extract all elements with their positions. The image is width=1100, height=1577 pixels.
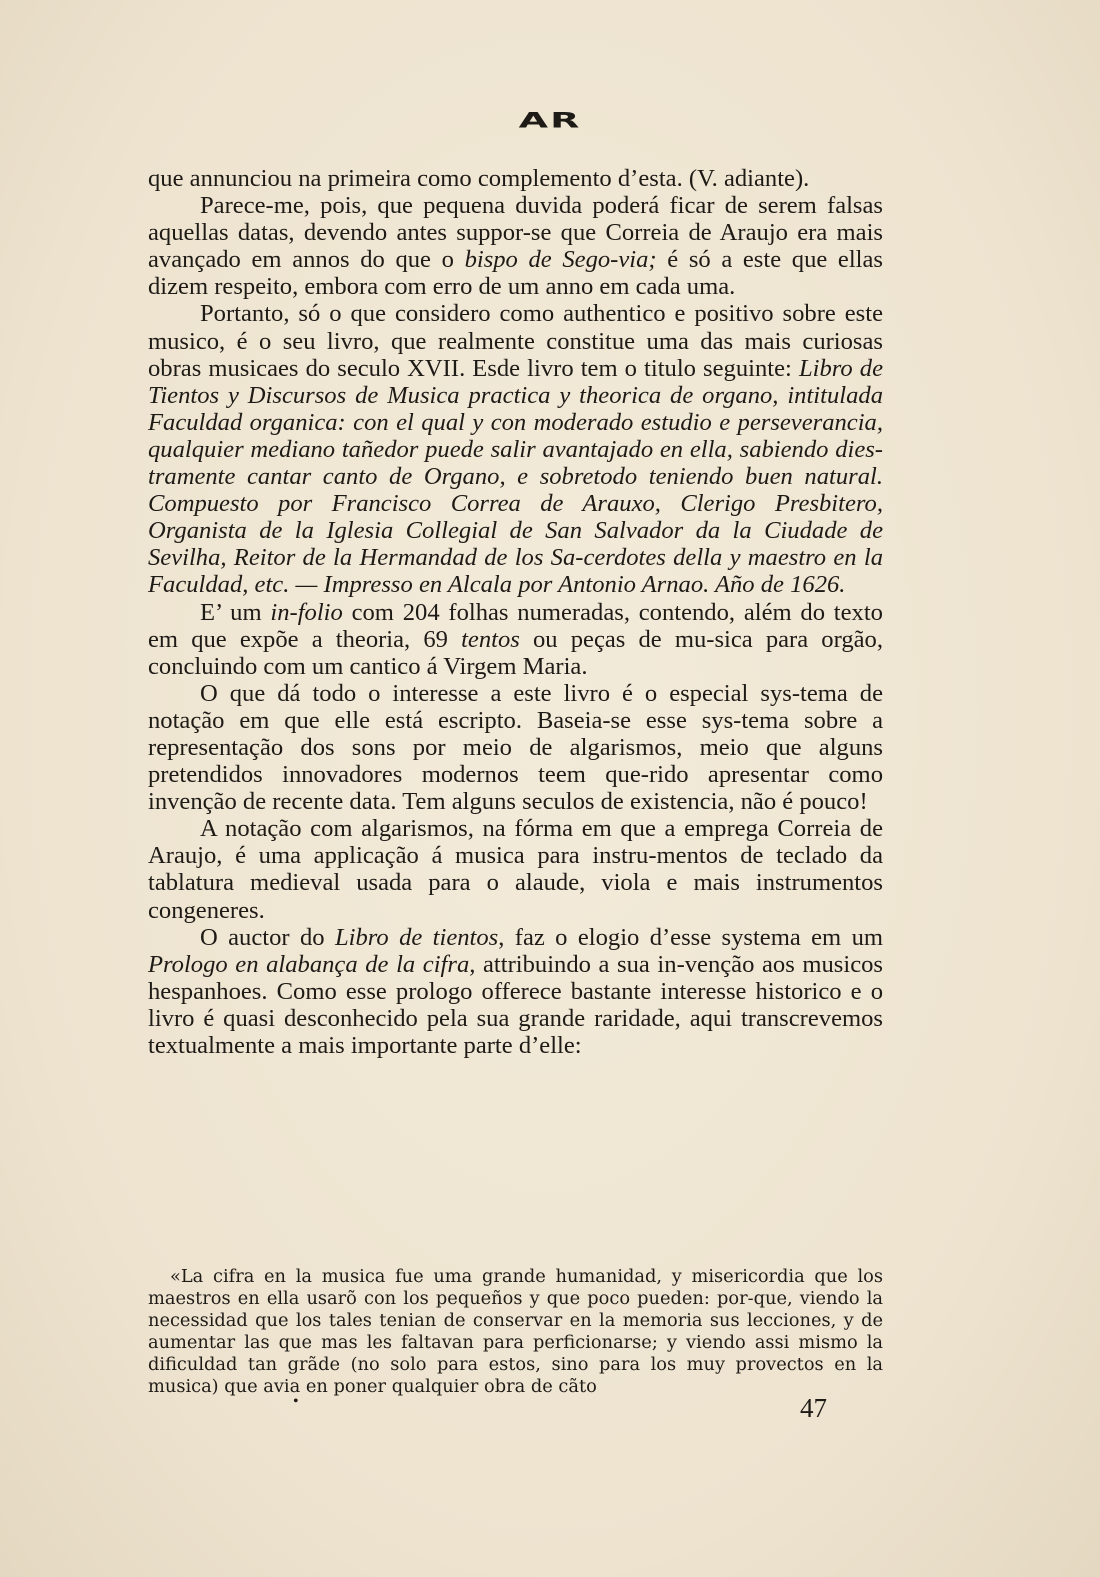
paragraph: O que dá todo o interesse a este livro é o especial sys-tema de notação em que elle está escripto. Baseia-se esse sys-tema sobre a representação dos sons por meio de algarismos, meio que alguns pretendidos innovadores modernos teem que-rido apresentar como invenção de recente data. Tem alguns seculos de existencia, não é pouco! [148, 679, 883, 816]
paragraph: E’ um in-folio com 204 folhas numeradas, contendo, além do texto em que expõe a theoria, 69 tentos ou peças de mu-sica para orgão, concluindo com um cantico á Virgem Maria. [148, 598, 884, 680]
running-header: AR [518, 108, 582, 133]
footer-mark: • [293, 1393, 299, 1410]
body-text [148, 165, 883, 1059]
quoted-passage [148, 1266, 883, 1398]
paragraph: O auctor do Libro de tientos, faz o elogio d’esse systema em um Prologo en alabança de la cifra, attribuindo a sua in-venção aos musicos hespanhoes. Como esse prologo offerece bastante interesse historico e o livro é quasi desconhecido pela sua grande raridade, aqui transcrevemos textualmente a mais importante parte d’elle: [148, 923, 883, 1059]
quote-text: «La cifra en la musica fue uma grande humanidad, y misericordia que los maestros en ella usarõ con los pequeños y que poco pueden: por-que, viendo la necessidad que los tales tenian de conservar en la memoria sus lecciones, y de aumentar las que mas les faltavan para perficionarse; y viendo assi mismo la dificuldad tan grãde (no solo para estos, sino para los muy provectos en la musica) que avia en poner qualquier obra de cãto [148, 1266, 883, 1397]
paragraph: que annunciou na primeira como complemento d’esta. (V. adiante). [148, 165, 810, 192]
page-number: 47 [800, 1393, 827, 1423]
paragraph: A notação com algarismos, na fórma em que a emprega Correia de Araujo, é uma applicação á musica para instru-mentos de teclado da tablatura medieval usada para o alaude, viola e mais instrumentos congeneres. [148, 815, 883, 924]
paragraph: Portanto, só o que considero como authentico e positivo sobre este musico, é o seu livro, que realmente constitue uma das mais curiosas obras musicaes do seculo XVII. Esde livro tem o titulo seguinte: Libro de Tientos y Discursos de Musica practica y theorica de organo, intitulada Faculdad organica: con el qual y con moderado estudio e perseverancia, qualquier mediano tañedor puede salir avantajado en ella, sabiendo dies-tramente cantar canto de Organo, e sobretodo teniendo buen natural. Compuesto por Francisco Correa de Arauxo, Clerigo Presbitero, Organista de la Iglesia Collegial de San Salvador da la Ciudade de Sevilha, Reitor de la Hermandad de los Sa-cerdotes della y maestro en la Faculdad, etc. — Impresso en Alcala por Antonio Arnao. Año de 1626. [148, 300, 883, 599]
paragraph: Parece-me, pois, que pequena duvida poderá ficar de serem falsas aquellas datas, devendo antes suppor-se que Correia de Araujo era mais avançado em annos do que o bispo de Sego-via; é só a este que ellas dizem respeito, embora com erro de um anno em cada uma. [148, 192, 883, 301]
